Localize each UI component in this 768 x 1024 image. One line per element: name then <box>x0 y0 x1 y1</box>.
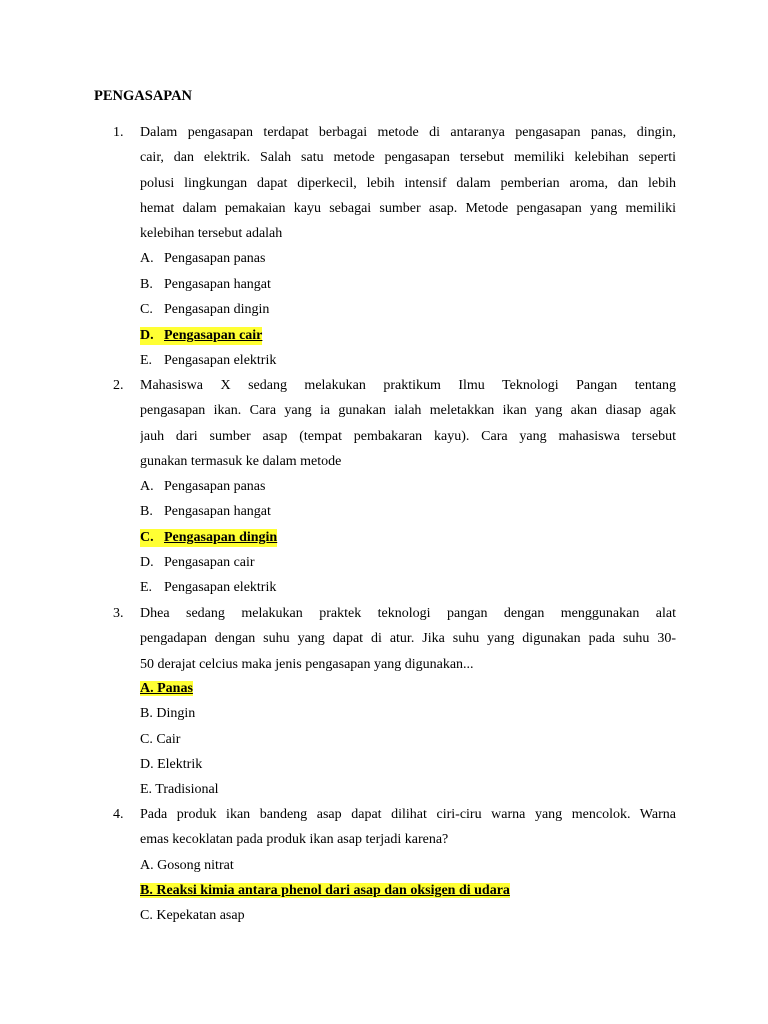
question-2-option-e: E. Pengasapan elektrik <box>140 580 277 595</box>
question-3-option-e: E. Tradisional <box>140 782 219 797</box>
question-1-option-e: E. Pengasapan elektrik <box>140 353 277 368</box>
question-1-number: 1. <box>113 125 124 140</box>
question-2-option-a: A. Pengasapan panas <box>140 479 266 494</box>
question-3-text <box>140 601 676 677</box>
question-1-option-b: B. Pengasapan hangat <box>140 277 271 292</box>
question-3-number: 3. <box>113 606 124 621</box>
question-line: kelebihan tersebut adalah <box>140 226 283 242</box>
question-1-text <box>140 120 676 246</box>
question-2-option-d: D. Pengasapan cair <box>140 555 255 570</box>
question-line: polusi lingkungan dapat diperkecil, lebih intensif dalam pemberian aroma, dan lebih <box>140 175 676 191</box>
question-4-number: 4. <box>113 807 124 822</box>
question-4-option-a: A. Gosong nitrat <box>140 858 234 873</box>
question-line: hemat dalam pemakaian kayu sebagai sumber asap. Metode pengasapan yang memiliki <box>140 200 676 216</box>
question-line: pengasapan ikan. Cara yang ia gunakan ialah meletakkan ikan yang akan diasap agak <box>140 403 676 419</box>
question-1-option-d-answer: D. Pengasapan cair <box>140 328 263 343</box>
question-line: Mahasiswa X sedang melakukan praktikum Ilmu Teknologi Pangan tentang <box>140 378 676 393</box>
question-line: gunakan termasuk ke dalam metode <box>140 453 342 469</box>
question-line: cair, dan elektrik. Salah satu metode pengasapan tersebut memiliki kelebihan seperti <box>140 150 676 166</box>
document-title: PENGASAPAN <box>94 88 193 104</box>
question-3-option-b: B. Dingin <box>140 706 196 721</box>
question-4-text <box>140 802 676 853</box>
question-4-option-c: C. Kepekatan asap <box>140 908 245 923</box>
question-2-option-b: B. Pengasapan hangat <box>140 504 271 519</box>
question-line: 50 derajat celcius maka jenis pengasapan yang digunakan... <box>140 656 474 672</box>
question-line: Dalam pengasapan terdapat berbagai metode di antaranya pengasapan panas, dingin, <box>140 125 676 140</box>
question-2-text <box>140 373 676 474</box>
question-1-option-c: C. Pengasapan dingin <box>140 302 270 317</box>
question-2-option-c-answer: C. Pengasapan dingin <box>140 530 278 545</box>
question-3-option-c: C. Cair <box>140 732 181 747</box>
question-line: pengadapan dengan suhu yang dapat di atur. Jika suhu yang digunakan pada suhu 30- <box>140 631 676 647</box>
question-4-option-b-answer: B. Reaksi kimia antara phenol dari asap dan oksigen di udara <box>140 883 510 898</box>
question-3-option-d: D. Elektrik <box>140 757 203 772</box>
question-line: Dhea sedang melakukan praktek teknologi pangan dengan menggunakan alat <box>140 606 676 621</box>
question-3-option-a-answer: A. Panas <box>140 681 193 696</box>
question-2-number: 2. <box>113 378 124 393</box>
question-line: emas kecoklatan pada produk ikan asap terjadi karena? <box>140 832 449 848</box>
question-line: Pada produk ikan bandeng asap dapat dilihat ciri-ciru warna yang mencolok. Warna <box>140 807 676 822</box>
question-line: jauh dari sumber asap (tempat pembakaran kayu). Cara yang mahasiswa tersebut <box>140 428 676 444</box>
question-1-option-a: A. Pengasapan panas <box>140 251 266 266</box>
